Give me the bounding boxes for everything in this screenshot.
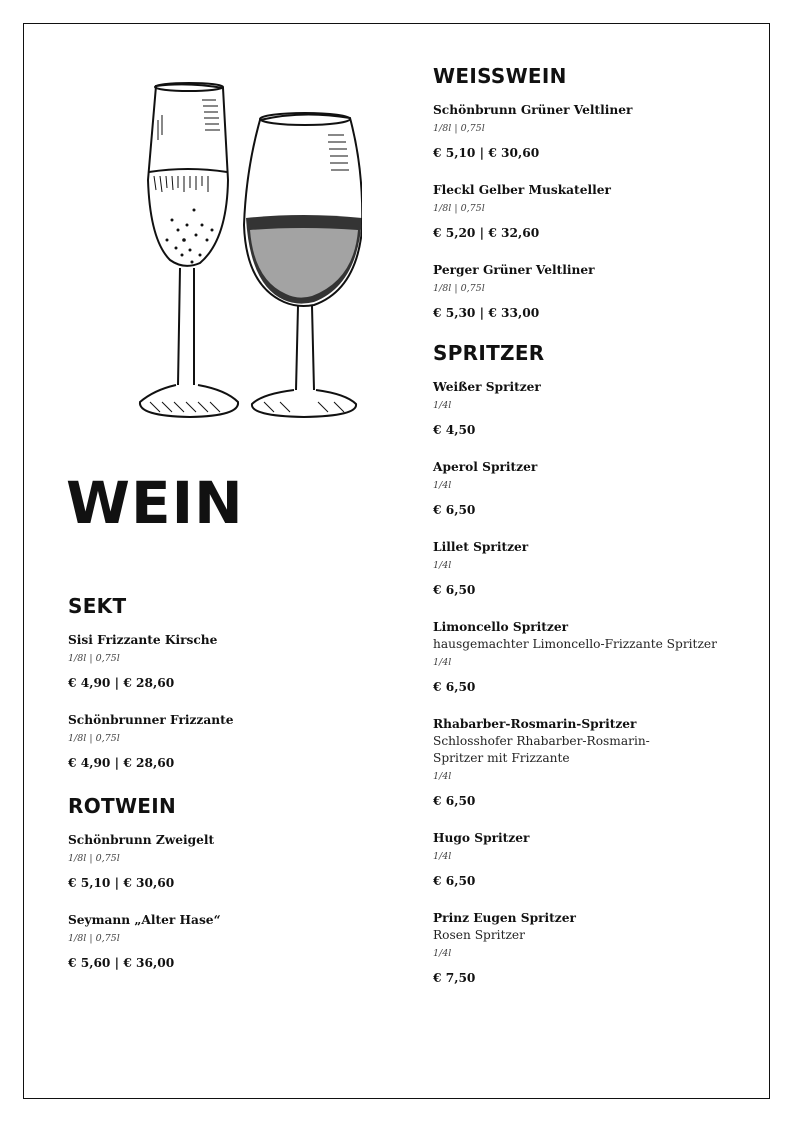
item-name: Seymann „Alter Hase“ — [68, 913, 221, 927]
section-title: SEKT — [68, 594, 127, 618]
item-price: € 5,10 | € 30,60 — [68, 876, 175, 890]
item-price: € 7,50 — [433, 971, 476, 985]
item-price: € 5,60 | € 36,00 — [68, 956, 175, 970]
item-size: 1/8l | 0,75l — [433, 283, 485, 294]
item-size: 1/4l — [433, 771, 452, 782]
section-title: ROTWEIN — [68, 794, 177, 818]
item-size: 1/4l — [433, 480, 452, 491]
item-price: € 5,20 | € 32,60 — [433, 226, 540, 240]
item-name: Schönbrunn Zweigelt — [68, 833, 215, 847]
menu-item — [433, 539, 753, 599]
menu-item — [68, 912, 388, 972]
item-price: € 5,10 | € 30,60 — [433, 146, 540, 160]
item-size: 1/8l | 0,75l — [68, 853, 120, 864]
item-price: € 6,50 — [433, 583, 476, 597]
menu-item — [433, 102, 753, 162]
item-size: 1/8l | 0,75l — [433, 203, 485, 214]
item-name: Hugo Spritzer — [433, 831, 530, 845]
item-price: € 5,30 | € 33,00 — [433, 306, 540, 320]
item-description: Rosen Spritzer — [433, 928, 525, 942]
item-name: Prinz Eugen Spritzer — [433, 911, 576, 925]
menu-item — [433, 379, 753, 439]
section-spritzer — [433, 341, 753, 1007]
menu-item — [433, 716, 753, 810]
item-size: 1/4l — [433, 948, 452, 959]
item-size: 1/4l — [433, 657, 452, 668]
item-price: € 4,50 — [433, 423, 476, 437]
menu-item — [433, 262, 753, 322]
item-size: 1/4l — [433, 851, 452, 862]
item-name: Rhabarber-Rosmarin-Spritzer — [433, 717, 637, 731]
item-price: € 6,50 — [433, 503, 476, 517]
item-name: Schönbrunner Frizzante — [68, 713, 234, 727]
item-size: 1/8l | 0,75l — [68, 933, 120, 944]
section-title: WEISSWEIN — [433, 64, 567, 88]
section-sekt — [68, 594, 388, 792]
item-name: Limoncello Spritzer — [433, 620, 568, 634]
section-weisswein — [433, 64, 753, 342]
item-price: € 6,50 — [433, 874, 476, 888]
menu-item — [433, 910, 753, 987]
item-size: 1/8l | 0,75l — [68, 653, 120, 664]
item-size: 1/4l — [433, 560, 452, 571]
wine-glasses-icon — [132, 80, 362, 425]
item-name: Fleckl Gelber Muskateller — [433, 183, 611, 197]
item-name: Perger Grüner Veltliner — [433, 263, 595, 277]
menu-item — [68, 832, 388, 892]
item-price: € 4,90 | € 28,60 — [68, 756, 175, 770]
item-size: 1/8l | 0,75l — [68, 733, 120, 744]
item-name: Schönbrunn Grüner Veltliner — [433, 103, 633, 117]
menu-item — [68, 632, 388, 692]
menu-item — [433, 830, 753, 890]
item-size: 1/4l — [433, 400, 452, 411]
item-price: € 6,50 — [433, 794, 476, 808]
menu-item — [68, 712, 388, 772]
item-name: Sisi Frizzante Kirsche — [68, 633, 218, 647]
item-name: Weißer Spritzer — [433, 380, 541, 394]
page-title: WEIN — [66, 469, 244, 537]
item-name: Lillet Spritzer — [433, 540, 529, 554]
item-description: Schlosshofer Rhabarber-Rosmarin-Spritzer mit Frizzante — [433, 734, 650, 765]
menu-item — [433, 459, 753, 519]
menu-item — [433, 182, 753, 242]
section-title: SPRITZER — [433, 341, 545, 365]
item-description: hausgemachter Limoncello-Frizzante Spritzer — [433, 637, 717, 651]
item-size: 1/8l | 0,75l — [433, 123, 485, 134]
item-name: Aperol Spritzer — [433, 460, 538, 474]
menu-item — [433, 619, 753, 696]
item-price: € 4,90 | € 28,60 — [68, 676, 175, 690]
item-price: € 6,50 — [433, 680, 476, 694]
section-rotwein — [68, 794, 388, 992]
